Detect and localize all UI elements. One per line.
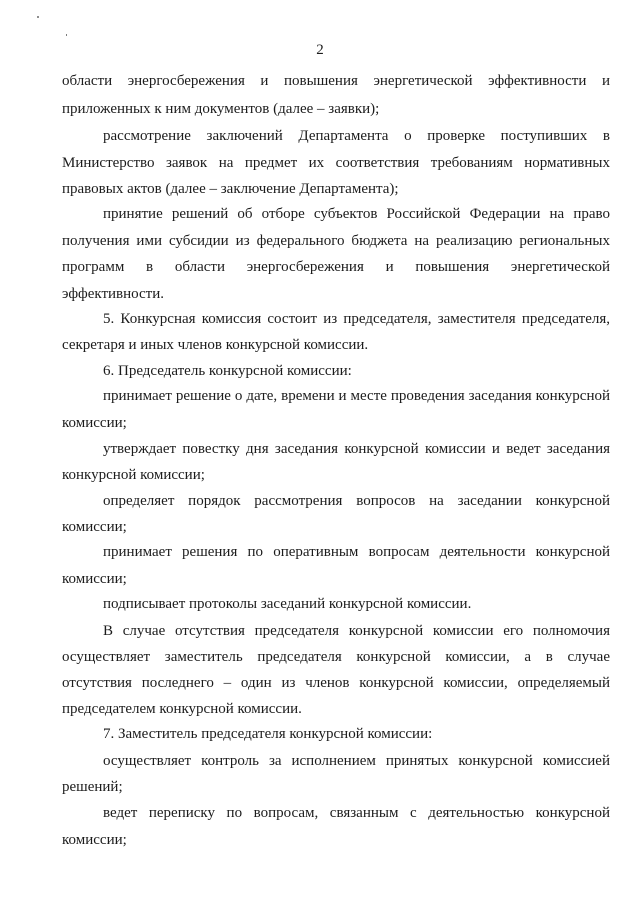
- text-line: подписывает протоколы заседаний конкурсной комиссии.: [103, 596, 472, 612]
- text-line: принимает решения по оперативным вопросам деятельности конкурсной: [103, 544, 610, 560]
- text-line: определяет порядок рассмотрения вопросов на заседании конкурсной: [103, 493, 610, 509]
- page-number: 2: [316, 42, 324, 58]
- text-line: рассмотрение заключений Департамента о проверке поступивших в: [103, 128, 610, 144]
- text-line: осуществляет контроль за исполнением принятых конкурсной комиссией: [103, 753, 610, 769]
- text-line: комиссии;: [62, 571, 127, 587]
- text-line: решений;: [62, 779, 123, 795]
- text-line: осуществляет заместитель председателя конкурсной комиссии, а в случае: [62, 649, 610, 665]
- text-line: комиссии;: [62, 832, 127, 848]
- text-line: 6. Председатель конкурсной комиссии:: [103, 363, 352, 379]
- text-line: принятие решений об отборе субъектов Российской Федерации на право: [103, 206, 610, 222]
- scan-speck: [37, 16, 39, 18]
- text-line: получения ими субсидии из федерального бюджета на реализацию региональных: [62, 233, 610, 249]
- text-line: ведет переписку по вопросам, связанным с деятельностью конкурсной: [103, 805, 610, 821]
- text-line: принимает решение о дате, времени и месте проведения заседания конкурсной: [103, 388, 610, 404]
- text-line: 5. Конкурсная комиссия состоит из председателя, заместителя председателя,: [103, 311, 610, 327]
- text-line: утверждает повестку дня заседания конкурсной комиссии и ведет заседания: [103, 441, 610, 457]
- text-line: комиссии;: [62, 415, 127, 431]
- text-line: 7. Заместитель председателя конкурсной комиссии:: [103, 726, 433, 742]
- text-line: председателем конкурсной комиссии.: [62, 701, 302, 717]
- text-line: комиссии;: [62, 519, 127, 535]
- text-line: правовых актов (далее – заключение Департамента);: [62, 181, 399, 197]
- text-line: программ в области энергосбережения и повышения энергетической: [62, 259, 610, 275]
- text-line: конкурсной комиссии;: [62, 467, 205, 483]
- text-line: эффективности.: [62, 286, 165, 302]
- text-line: области энергосбережения и повышения энергетической эффективности и: [62, 73, 610, 89]
- text-line: секретаря и иных членов конкурсной комиссии.: [62, 337, 369, 353]
- text-line: отсутствия последнего – один из членов конкурсной комиссии, определяемый: [62, 675, 610, 691]
- text-line: приложенных к ним документов (далее – заявки);: [62, 101, 380, 117]
- text-line: Министерство заявок на предмет их соответствия требованиям нормативных: [62, 155, 610, 171]
- text-line: В случае отсутствия председателя конкурсной комиссии его полномочия: [103, 623, 610, 639]
- scan-speck: [66, 34, 67, 36]
